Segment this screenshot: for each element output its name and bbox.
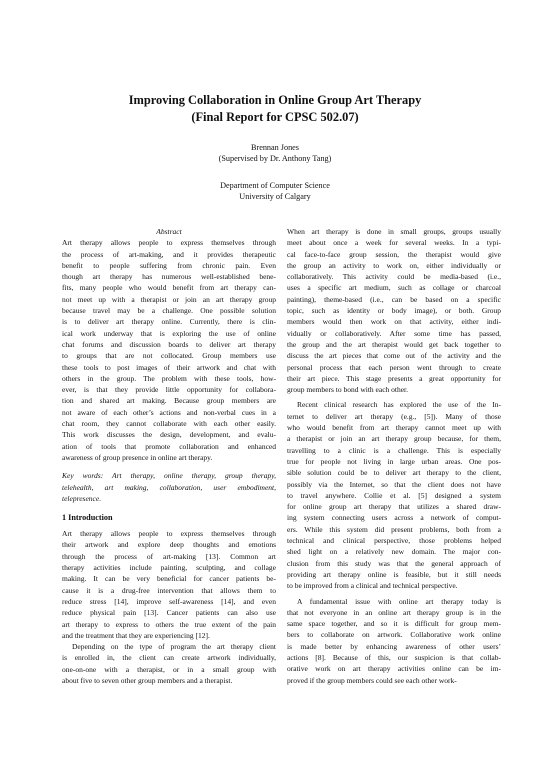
text-line: vidually or collaboratively. After some time has passed, [287, 328, 501, 338]
text-line: not meet up with a therapist or join an art therapy group [62, 294, 276, 304]
text-line: personal process that each person went through to create [287, 362, 501, 372]
text-line: these tools to post images of their artwork and chat with [62, 362, 276, 372]
text-line: providing art therapy online is feasible, but it still needs [287, 569, 501, 579]
author-block [0, 142, 550, 165]
text-line: bers to collaborate on artwork. Collaborative work online [287, 630, 501, 640]
text-line: orative work on art therapy activities online can be im- [287, 664, 501, 674]
text-line: ing system connecting users across a network of comput- [287, 513, 501, 523]
text-line: art therapy to express to others the true extent of the pain [62, 619, 276, 629]
text-line: shed light on a relatively new domain. The major con- [287, 547, 501, 557]
text-line: possibly via the Internet, so that the client does not have [287, 479, 501, 489]
text-line: therapy activities include painting, sculpting, and collage [62, 563, 276, 573]
text-line: ation of tools that promote collaboration and enhanced [62, 441, 276, 451]
title-line-2: (Final Report for CPSC 502.07) [191, 110, 359, 124]
text-line: their art piece. This stage presents a great opportunity for [287, 373, 501, 383]
text-line: because travel may be a challenge. One possible solution [62, 306, 276, 316]
text-line: benefit to people suffering from chronic pain. Even [62, 260, 276, 270]
text-line: telepresence. [62, 493, 102, 503]
text-line: cause it is a drug-free intervention that allows them to [62, 585, 276, 595]
right-paragraph-2 [287, 399, 501, 591]
text-line: uses a specific art medium, such as collage or charcoal [287, 283, 501, 293]
left-column [62, 226, 276, 686]
text-line: through the process of art-making [13]. Common art [62, 551, 276, 561]
text-line: travelling to a clinic is a challenge. This is especially [287, 445, 501, 455]
text-line: collaboratively. This activity could be media-based (i.e., [287, 272, 501, 282]
text-line: the group and the art therapist would get back together to [287, 339, 501, 349]
text-line: topic, such as identity or body image), or both. Group [287, 306, 501, 316]
affiliation-block [0, 180, 550, 203]
text-line: the process of art-making, and it provides therapeutic [62, 249, 276, 259]
text-line: awareness of group presence in online art therapy. [62, 452, 213, 462]
right-column [287, 226, 501, 686]
text-line: a therapist or join an art therapy group because, for them, [287, 434, 501, 444]
department: Department of Computer Science [220, 181, 330, 190]
text-line: not aware of each other’s actions and non-verbal cues in a [62, 407, 276, 417]
text-line: ers. While this system did present problems, both from a [287, 524, 501, 534]
text-line: reduce physical pain [13]. Cancer patients can also use [62, 608, 276, 618]
text-line: is made better by enhancing awareness of other users’ [287, 641, 501, 651]
text-line: A fundamental issue with online art therapy today is [297, 596, 501, 606]
text-line: members would then work on that activity, either indi- [287, 317, 501, 327]
text-line: clusion from this study was that the general approach of [287, 558, 501, 568]
university: University of Calgary [239, 192, 311, 202]
text-line: Art therapy allows people to express themselves through [62, 238, 276, 248]
text-line: Art therapy allows people to express themselves through [62, 529, 276, 539]
text-line: for online group art therapy that utilizes a shared draw- [287, 502, 501, 512]
text-line: tion and shared art making. Because group members are [62, 396, 276, 406]
text-line: others in the group. The problem with these tools, how- [62, 373, 276, 383]
text-line: technical and clinical perspective, those problems helped [287, 536, 501, 546]
text-line: that not everyone in an online art therapy group is in the [287, 607, 501, 617]
section-heading-introduction: 1 Introduction [62, 513, 113, 523]
text-line: fits, many people who would benefit from art therapy can- [62, 283, 276, 293]
text-line: ever, is that they provide little opportunity for collabora- [62, 385, 276, 395]
introduction-paragraph-2 [62, 641, 276, 686]
text-line: who would benefit from art therapy cannot meet up with [287, 423, 501, 433]
text-line: discuss the art pieces that come out of the activity and the [287, 351, 501, 361]
text-line: meet about once a week for several weeks. In a typi- [287, 238, 501, 248]
text-line: though art therapy has numerous well-established bene- [62, 272, 276, 282]
text-line: group members to bond with each other. [287, 385, 409, 395]
text-line: actions [8]. Because of this, our suspicion is that collab- [287, 652, 501, 662]
text-line: making. It can be very beneficial for cancer patients be- [62, 574, 276, 584]
text-line: to travel anywhere. Collie et al. [5] designed a system [287, 490, 501, 500]
author-name: Brennan Jones [251, 143, 299, 152]
text-line: is enrolled in, the client can create artwork individually, [62, 653, 276, 663]
text-line: telehealth, art making, collaboration, user embodiment, [62, 482, 276, 492]
text-line: true for people not living in large urban areas. One pos- [287, 456, 501, 466]
abstract-body [62, 237, 276, 463]
supervisor-name: (Supervised by Dr. Anthony Tang) [218, 154, 332, 164]
introduction-paragraph-1 [62, 528, 276, 641]
title-line-1: Improving Collaboration in Online Group Art Therapy [128, 93, 422, 107]
right-paragraph-3 [287, 596, 501, 686]
text-line: Key words: Art therapy, online therapy, group therapy, [62, 471, 276, 481]
text-line: Recent clinical research has explored the use of the In- [297, 400, 501, 410]
text-line: their artwork and explore deep thoughts and emotions [62, 540, 276, 550]
text-line: ternet to deliver art therapy (e.g., [5]). Many of those [287, 411, 501, 421]
text-line: ical work underway that is exploring the use of online [62, 328, 276, 338]
text-line: same space together, and so it is difficult for group mem- [287, 619, 501, 629]
text-line: cal face-to-face group session, the therapist would give [287, 249, 501, 259]
text-line: sible solution could be to deliver art therapy to the client, [287, 468, 501, 478]
text-line: to be improved from a clinical and technical perspective. [287, 581, 458, 591]
text-line: This work discusses the design, development, and evalu- [62, 430, 276, 440]
text-line: Depending on the type of program the art therapy client [72, 642, 276, 652]
text-line: the group an activity to work on, either individually or [287, 260, 501, 270]
text-line: and the treatment that they are experiencing [12]. [62, 630, 210, 640]
text-line: chat room, they cannot collaborate with each other easily. [62, 419, 276, 429]
text-line: one-on-one with a therapist, or in a small group with [62, 664, 276, 674]
abstract-heading: Abstract [156, 227, 182, 236]
text-line: proved if the group members could see each other work- [287, 675, 457, 685]
text-line: about five to seven other group members and a therapist. [62, 675, 233, 685]
paper-title [0, 92, 550, 126]
text-line: chat forums and discussion boards to deliver art therapy [62, 339, 276, 349]
text-line: When art therapy is done in small groups, groups usually [287, 227, 501, 236]
text-line: to groups that are not collocated. Group members use [62, 351, 276, 361]
text-line: reduce stress [14], improve self-awareness [14], and even [62, 596, 276, 606]
text-line: painting), theme-based (i.e., can be based on a specific [287, 294, 501, 304]
right-paragraph-1 [287, 226, 501, 395]
keywords [62, 470, 276, 504]
text-line: is to deliver art therapy online. Currently, there is clin- [62, 317, 276, 327]
